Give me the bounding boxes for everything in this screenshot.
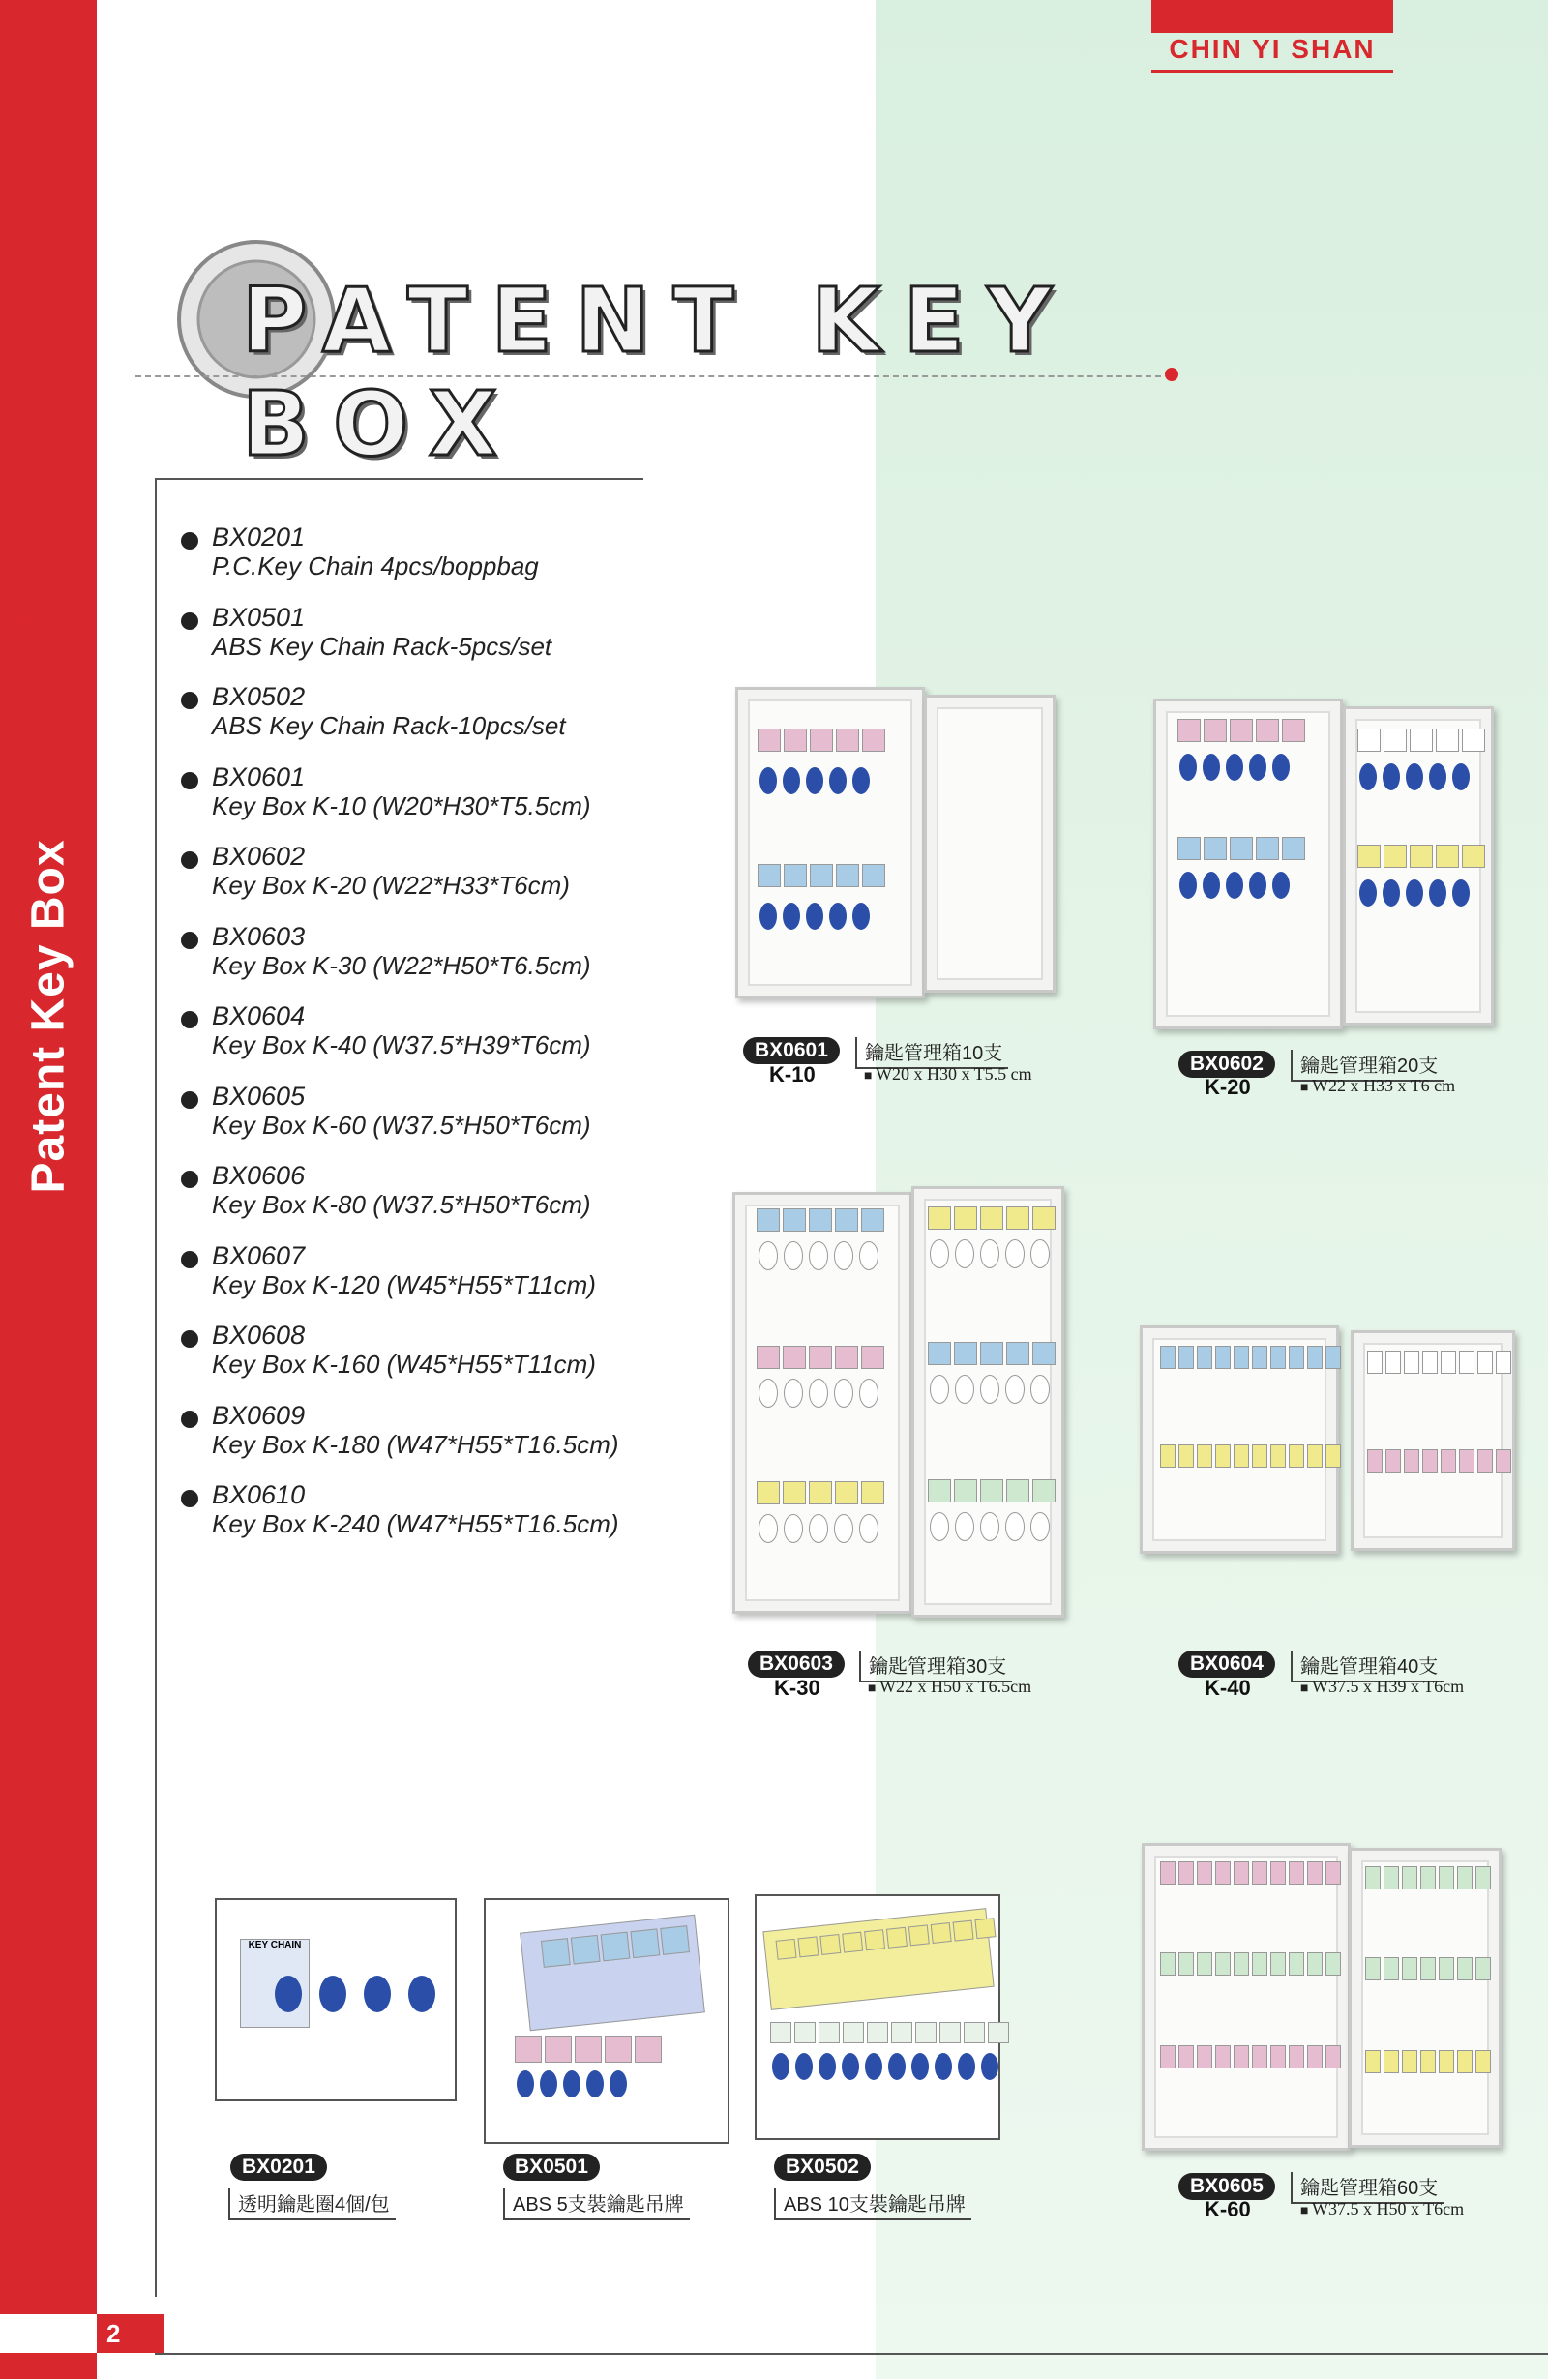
bx0605-model: K-60 <box>1205 2197 1251 2221</box>
bx0604-door-image <box>1351 1330 1515 1551</box>
product-list-item <box>179 1241 682 1322</box>
side-title: Patent Key Box <box>22 838 74 1194</box>
bx0605-cn-label: 鑰匙管理箱60支 <box>1291 2172 1444 2204</box>
bullet-icon <box>181 932 198 949</box>
bullet-icon <box>181 851 198 869</box>
bx0501-cn-label: ABS 5支裝鑰匙吊牌 <box>503 2188 690 2220</box>
bx0601-code-badge: BX0601 <box>743 1037 840 1064</box>
product-description: P.C.Key Chain 4pcs/boppbag <box>212 551 539 580</box>
product-description: Key Box K-180 (W47*H55*T16.5cm) <box>212 1429 619 1459</box>
product-code: BX0604 <box>212 1001 306 1030</box>
bx0201-cn-label: 透明鑰匙圈4個/包 <box>228 2188 396 2220</box>
bullet-icon <box>181 612 198 630</box>
bx0601-cn-label: 鑰匙管理箱10支 <box>855 1037 1008 1069</box>
page-title: PATENT KEY BOX <box>242 269 1076 476</box>
bx0603-caption <box>748 1651 845 1678</box>
product-code: BX0501 <box>212 602 306 632</box>
brand-name: CHIN YI SHAN <box>1169 34 1376 64</box>
bx0603-door-image <box>911 1186 1064 1618</box>
bx0604-box-image <box>1140 1325 1339 1554</box>
product-description: Key Box K-10 (W20*H30*T5.5cm) <box>212 790 591 820</box>
product-list-item <box>179 762 682 843</box>
page-number: 2 <box>97 2314 164 2353</box>
bx0502-cn-label: ABS 10支裝鑰匙吊牌 <box>774 2188 971 2220</box>
bx0603-dimensions: ■ W22 x H50 x T6.5cm <box>868 1677 1031 1697</box>
bx0604-dimensions: ■ W37.5 x H39 x T6cm <box>1300 1677 1464 1697</box>
bx0602-box-image <box>1153 699 1343 1029</box>
bullet-icon <box>181 692 198 709</box>
product-description: Key Box K-120 (W45*H55*T11cm) <box>212 1269 596 1299</box>
bx0601-door-image <box>924 695 1056 993</box>
bx0501-photo-frame <box>484 1898 729 2144</box>
bx0602-cn-label: 鑰匙管理箱20支 <box>1291 1050 1444 1082</box>
title-red-dot <box>1165 368 1178 381</box>
bullet-icon <box>181 1490 198 1507</box>
product-list-item <box>179 1321 682 1401</box>
bx0602-caption <box>1178 1051 1275 1078</box>
product-description: Key Box K-60 (W37.5*H50*T6cm) <box>212 1110 591 1140</box>
bx0602-door-image <box>1343 706 1494 1026</box>
bx0501-caption <box>503 2154 600 2181</box>
product-list-item <box>179 1480 682 1561</box>
bx0602-dimensions: ■ W22 x H33 x T6 cm <box>1300 1076 1455 1096</box>
product-code: BX0502 <box>212 682 306 711</box>
bx0603-cn-label: 鑰匙管理箱30支 <box>859 1651 1012 1682</box>
bullet-icon <box>181 1330 198 1348</box>
bx0502-caption <box>774 2154 871 2181</box>
product-description: ABS Key Chain Rack-10pcs/set <box>212 711 566 740</box>
bullet-icon <box>181 1411 198 1428</box>
product-list-item <box>179 1082 682 1162</box>
bx0605-caption <box>1178 2173 1275 2200</box>
bullet-icon <box>181 1251 198 1268</box>
bx0604-caption <box>1178 1651 1275 1678</box>
bullet-icon <box>181 1091 198 1109</box>
product-description: Key Box K-40 (W37.5*H39*T6cm) <box>212 1030 591 1059</box>
bx0601-caption <box>743 1037 840 1064</box>
product-description: ABS Key Chain Rack-5pcs/set <box>212 631 552 661</box>
brand-underline <box>1151 70 1393 73</box>
title-dashed-rule <box>135 375 1161 377</box>
bx0201-caption <box>230 2154 327 2181</box>
product-description: Key Box K-160 (W45*H55*T11cm) <box>212 1350 596 1379</box>
bx0201-package: KEY CHAIN <box>240 1939 310 2028</box>
list-left-rule <box>155 478 157 2297</box>
product-list <box>179 522 682 1561</box>
bx0603-model: K-30 <box>774 1676 820 1700</box>
title-wrap <box>174 232 1190 476</box>
bx0605-box-image <box>1142 1843 1351 2151</box>
product-code: BX0610 <box>212 1480 306 1509</box>
bullet-icon <box>181 1011 198 1028</box>
bx0201-photo-frame <box>215 1898 457 2101</box>
product-list-item <box>179 922 682 1002</box>
bullet-icon <box>181 772 198 789</box>
bx0605-dimensions: ■ W37.5 x H50 x T6cm <box>1300 2199 1464 2219</box>
product-code: BX0607 <box>212 1240 306 1270</box>
product-list-item <box>179 682 682 762</box>
product-code: BX0608 <box>212 1321 306 1350</box>
bx0502-code-badge: BX0502 <box>774 2154 871 2181</box>
bx0501-code-badge: BX0501 <box>503 2154 600 2181</box>
bullet-icon <box>181 532 198 550</box>
bx0603-box-image <box>732 1192 912 1614</box>
bx0603-code-badge: BX0603 <box>748 1651 845 1678</box>
product-list-item <box>179 1161 682 1241</box>
bx0605-door-image <box>1349 1848 1502 2148</box>
bx0605-code-badge: BX0605 <box>1178 2173 1275 2200</box>
product-list-item <box>179 842 682 922</box>
product-code: BX0609 <box>212 1400 306 1430</box>
product-code: BX0601 <box>212 761 306 791</box>
product-code: BX0603 <box>212 921 306 951</box>
bx0602-code-badge: BX0602 <box>1178 1051 1275 1078</box>
bx0601-box-image <box>735 687 925 998</box>
product-code: BX0602 <box>212 842 306 871</box>
bx0601-model: K-10 <box>769 1062 816 1086</box>
bx0601-dimensions: ■ W20 x H30 x T5.5 cm <box>864 1064 1032 1085</box>
page-number-box <box>0 2314 97 2353</box>
product-list-item <box>179 522 682 603</box>
bx0604-code-badge: BX0604 <box>1178 1651 1275 1678</box>
bx0502-photo-frame <box>755 1894 1000 2140</box>
product-code: BX0606 <box>212 1161 306 1190</box>
bx0604-model: K-40 <box>1205 1676 1251 1700</box>
bx0201-code-badge: BX0201 <box>230 2154 327 2181</box>
product-list-item <box>179 603 682 683</box>
product-description: Key Box K-30 (W22*H50*T6.5cm) <box>212 950 591 980</box>
list-top-rule <box>155 478 643 480</box>
footer-rule <box>155 2353 1548 2355</box>
product-description: Key Box K-20 (W22*H33*T6cm) <box>212 871 570 900</box>
product-list-item <box>179 1401 682 1481</box>
bx0602-model: K-20 <box>1205 1075 1251 1099</box>
product-description: Key Box K-80 (W37.5*H50*T6cm) <box>212 1190 591 1219</box>
product-list-item <box>179 1001 682 1082</box>
bullet-icon <box>181 1171 198 1188</box>
product-code: BX0605 <box>212 1081 306 1111</box>
product-description: Key Box K-240 (W47*H55*T16.5cm) <box>212 1509 619 1538</box>
product-code: BX0201 <box>212 522 306 551</box>
bx0604-cn-label: 鑰匙管理箱40支 <box>1291 1651 1444 1682</box>
